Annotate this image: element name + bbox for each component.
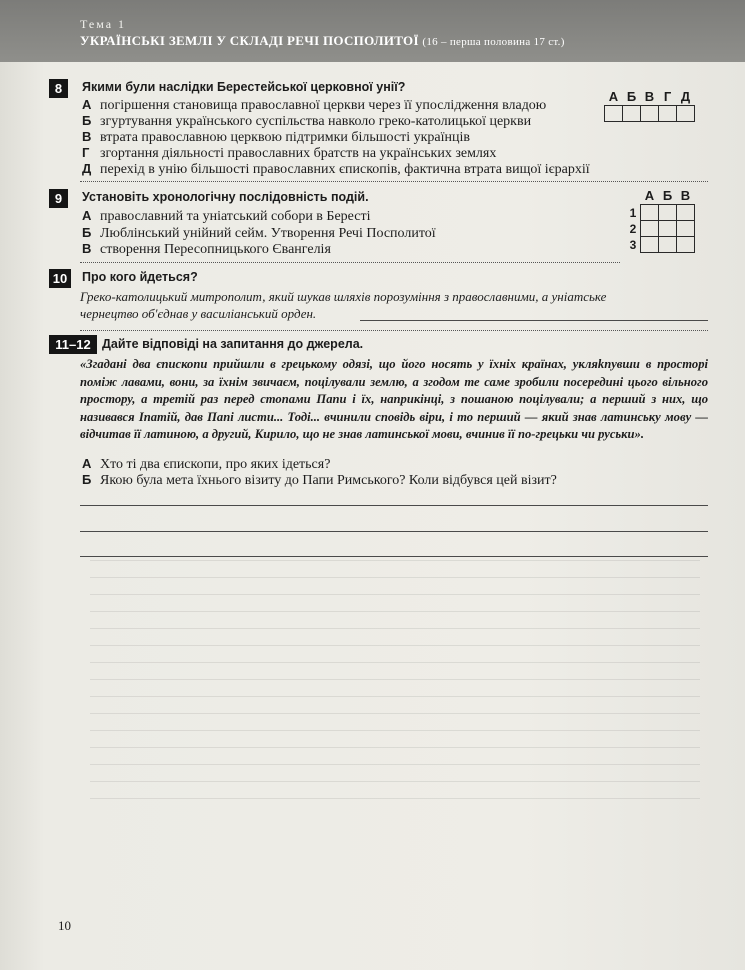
q10-description-line-1: Греко-католицький митрополит, який шукав шляхів порозуміння з православними, а уніатське (80, 289, 607, 304)
q11-subquestion-a-text: Хто ті два єпископи, про яких ідеться? (100, 457, 331, 472)
q8-answer-cell[interactable] (641, 106, 659, 122)
q9-answer-cell[interactable] (641, 237, 659, 253)
q11-answer-line[interactable] (80, 531, 708, 532)
q8-grid-header: Г (663, 88, 672, 104)
q9-grid-row-label: 1 (629, 205, 637, 220)
question-9-number: 9 (49, 189, 68, 208)
q8-option-b-letter: Б (82, 113, 92, 128)
q9-answer-grid (626, 186, 695, 253)
q11-subquestion-b-text: Якою була мета їхнього візиту до Папи Римського? Коли відбувся цей візит? (100, 473, 557, 488)
bleed-through-text (90, 560, 700, 860)
topic-header-band (0, 0, 745, 62)
q9-grid-header: А (644, 187, 655, 203)
q11-subquestion-b (82, 472, 557, 489)
question-8-number: 8 (49, 79, 68, 98)
q9-option-c-text: створення Пересопницького Євангелія (100, 242, 331, 257)
q8-option-b-text: згуртування українського суспільства навколо греко-католицької церкви (100, 114, 532, 129)
q8-option-a-letter: А (82, 97, 92, 112)
q9-option-b-text: Люблінський унійний сейм. Утворення Речі Посполитої (100, 226, 436, 241)
q9-grid-row-label: 2 (629, 221, 637, 236)
q8-answer-cell[interactable] (677, 106, 695, 122)
q9-answer-cell[interactable] (659, 205, 677, 221)
q8-option-c (82, 129, 470, 146)
q11-answer-line[interactable] (80, 505, 708, 506)
q9-option-b-letter: Б (82, 225, 92, 240)
page-number: 10 (58, 918, 71, 933)
q8-option-a-text: погіршення становища православної церкви через її упослідження владою (100, 98, 547, 113)
q8-grid-header: Д (680, 88, 691, 104)
q8-option-e-letter: Д (82, 161, 92, 176)
q9-grid-header: В (680, 187, 691, 203)
q8-option-d-text: згортання діяльності православних братств на українських землях (100, 146, 497, 161)
separator (80, 181, 708, 182)
q8-grid-header: А (608, 88, 619, 104)
q9-grid-row-label: 3 (629, 237, 637, 252)
q8-option-a (82, 97, 546, 114)
q9-option-a-letter: А (82, 208, 92, 223)
separator (80, 330, 708, 331)
q8-option-c-letter: В (82, 129, 92, 144)
topic-title-main: УКРАЇНСЬКІ ЗЕМЛІ У СКЛАДІ РЕЧІ ПОСПОЛИТОЇ (80, 33, 419, 48)
q8-option-e (82, 161, 590, 178)
q11-answer-line[interactable] (80, 556, 708, 557)
q10-description-line-2: чернецтво об'єднав у василіанський орден. (80, 306, 317, 321)
question-10-text: Про кого йдеться? (82, 270, 198, 284)
q9-answer-cell[interactable] (641, 221, 659, 237)
q9-option-c-letter: В (82, 241, 92, 256)
q11-subquestion-a (82, 456, 330, 473)
q9-option-a-text: православний та уніатський собори в Бересті (100, 209, 371, 224)
q9-answer-cell[interactable] (659, 221, 677, 237)
q8-grid-header: Б (626, 88, 637, 104)
q9-answer-cell[interactable] (641, 205, 659, 221)
separator (80, 262, 620, 263)
q11-source-excerpt: «Згадані два єпископи прийшли в грецькому одязі, що його носять у їхніх країнах, укляknувши в просторі поміж лавами, вони, за їхнім звичаєм, поцілували землю, а згодом те саме зробили посередині цього вільного простору, а третій раз перед стопами Папи і їх, наприкінці, з пошаною поцілували; а перший з них, що називався Іпатій, дав Папі листи... Тоді... вчинили сповідь віри, і то перший — який знав латинську мову — відчитав її латиною, а другий, Кирило, що не знав латинської мови, вчинив її по-грецьки чи руськи». (80, 357, 708, 442)
question-9-text: Установіть хронологічну послідовність подій. (82, 190, 369, 204)
q8-grid-header: В (644, 88, 655, 104)
question-11-12-text: Дайте відповіді на запитання до джерела. (102, 337, 364, 351)
question-10-number: 10 (49, 269, 71, 288)
question-11-12-number: 11–12 (49, 335, 97, 354)
q8-answer-cell[interactable] (659, 106, 677, 122)
q9-option-b (82, 225, 436, 242)
q9-answer-cell[interactable] (677, 221, 695, 237)
q8-option-d-letter: Г (82, 145, 90, 160)
topic-period: (16 – перша половина 17 ст.) (422, 36, 565, 48)
q9-option-c (82, 241, 331, 258)
q8-option-d (82, 145, 496, 162)
topic-label: Тема 1 (80, 17, 127, 31)
q11-subquestion-a-letter: А (82, 456, 92, 471)
q9-answer-cell[interactable] (677, 205, 695, 221)
q9-option-a (82, 208, 370, 225)
question-8-text: Якими були наслідки Берестейської церковної унії? (82, 80, 406, 94)
q11-subquestion-b-letter: Б (82, 472, 92, 487)
q8-answer-cell[interactable] (605, 106, 623, 122)
q10-answer-line[interactable] (360, 320, 708, 321)
q9-answer-cell[interactable] (677, 237, 695, 253)
q8-option-e-text: перехід в унію більшості православних єпископів, фактична втрата вищої ієрархії (100, 162, 590, 177)
q8-answer-grid (604, 87, 695, 122)
q8-answer-cell[interactable] (623, 106, 641, 122)
topic-title (80, 33, 565, 49)
q8-option-b (82, 113, 531, 130)
q8-option-c-text: втрата православною церквою підтримки більшості українців (100, 130, 470, 145)
q9-answer-cell[interactable] (659, 237, 677, 253)
q9-grid-header: Б (662, 187, 673, 203)
